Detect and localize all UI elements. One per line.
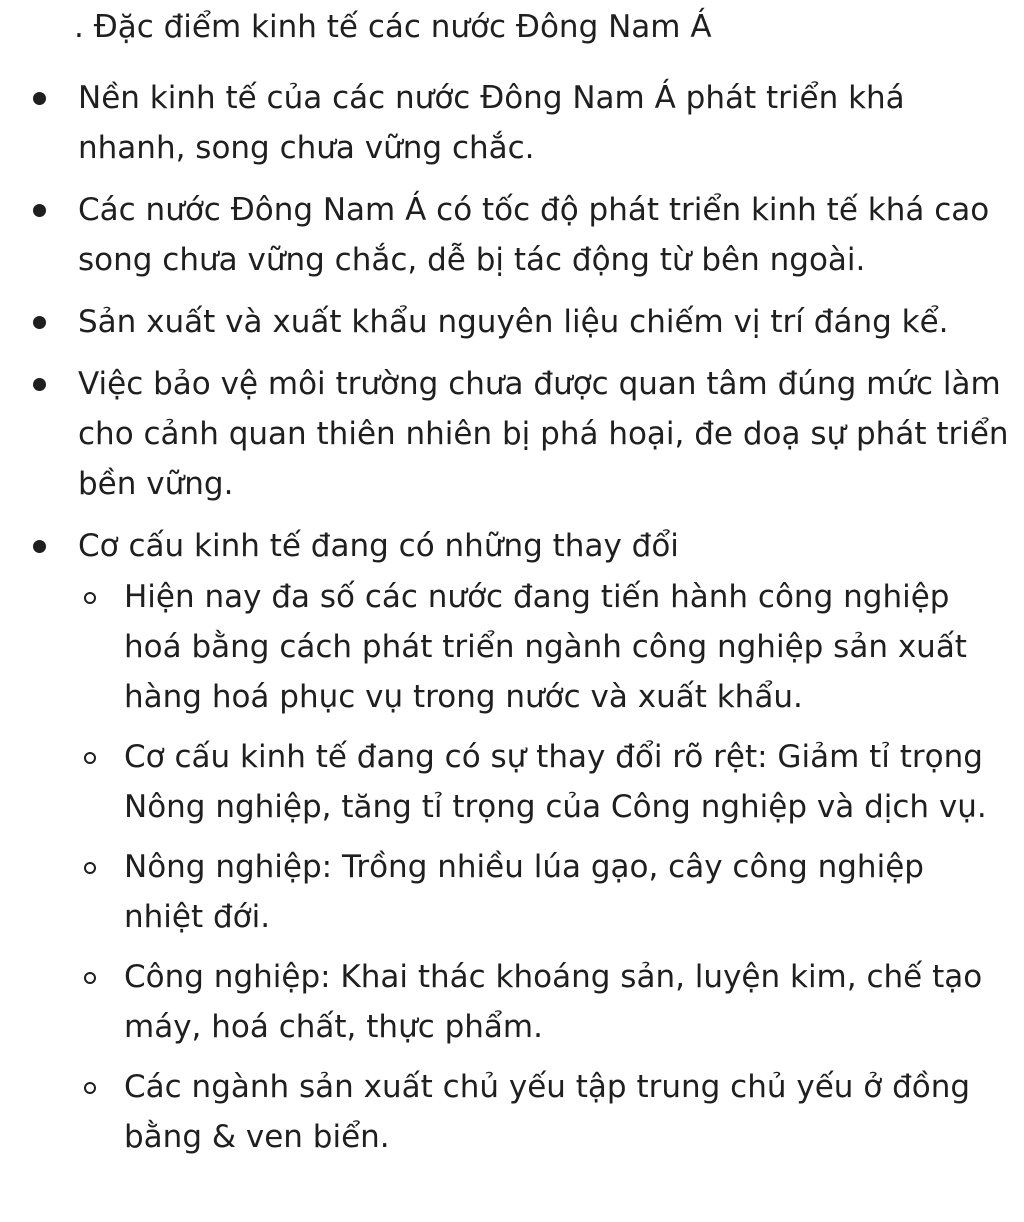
list-item	[0, 521, 1024, 1162]
sub-bullet-list	[0, 572, 1014, 1162]
filled-bullet-icon	[33, 92, 46, 105]
sub-list-item-text: Cơ cấu kinh tế đang có sự thay đổi rõ rệt: Giảm tỉ trọng Nông nghiệp, tăng tỉ trọng của Công nghiệp và dịch vụ.	[124, 739, 987, 825]
sub-list-item	[0, 572, 1014, 722]
section-title: . Đặc điểm kinh tế các nước Đông Nam Á	[74, 9, 712, 45]
bullet-list	[0, 73, 1024, 1174]
hollow-bullet-icon	[84, 862, 96, 874]
sub-list-item-text: Hiện nay đa số các nước đang tiến hành công nghiệp hoá bằng cách phát triển ngành công nghiệp sản xuất hàng hoá phục vụ trong nước và xuất khẩu.	[124, 579, 967, 715]
filled-bullet-icon	[33, 540, 46, 553]
list-item-text: Các nước Đông Nam Á có tốc độ phát triển kinh tế khá cao song chưa vững chắc, dễ bị tác động từ bên ngoài.	[78, 192, 990, 278]
list-item	[0, 359, 1024, 509]
sub-list-item-text: Các ngành sản xuất chủ yếu tập trung chủ yếu ở đồng bằng & ven biển.	[124, 1069, 971, 1155]
list-item-text: Cơ cấu kinh tế đang có những thay đổi	[78, 528, 679, 564]
sub-list-item	[0, 952, 1014, 1052]
sub-list-item	[0, 1062, 1014, 1162]
list-item	[0, 297, 1024, 347]
sub-list-item-text: Công nghiệp: Khai thác khoáng sản, luyện kim, chế tạo máy, hoá chất, thực phẩm.	[124, 959, 983, 1045]
filled-bullet-icon	[33, 316, 46, 329]
sub-list-item	[0, 732, 1014, 832]
sub-list-item	[0, 842, 1014, 942]
list-item-text: Nền kinh tế của các nước Đông Nam Á phát triển khá nhanh, song chưa vững chắc.	[78, 80, 905, 166]
filled-bullet-icon	[33, 378, 46, 391]
list-item	[0, 73, 1024, 173]
hollow-bullet-icon	[84, 972, 96, 984]
filled-bullet-icon	[33, 204, 46, 217]
hollow-bullet-icon	[84, 592, 96, 604]
list-item-text: Việc bảo vệ môi trường chưa được quan tâm đúng mức làm cho cảnh quan thiên nhiên bị phá hoại, đe doạ sự phát triển bền vững.	[78, 366, 1009, 502]
hollow-bullet-icon	[84, 1082, 96, 1094]
list-item	[0, 185, 1024, 285]
hollow-bullet-icon	[84, 752, 96, 764]
sub-list-item-text: Nông nghiệp: Trồng nhiều lúa gạo, cây công nghiệp nhiệt đới.	[124, 849, 924, 935]
list-item-text: Sản xuất và xuất khẩu nguyên liệu chiếm vị trí đáng kể.	[78, 304, 949, 340]
